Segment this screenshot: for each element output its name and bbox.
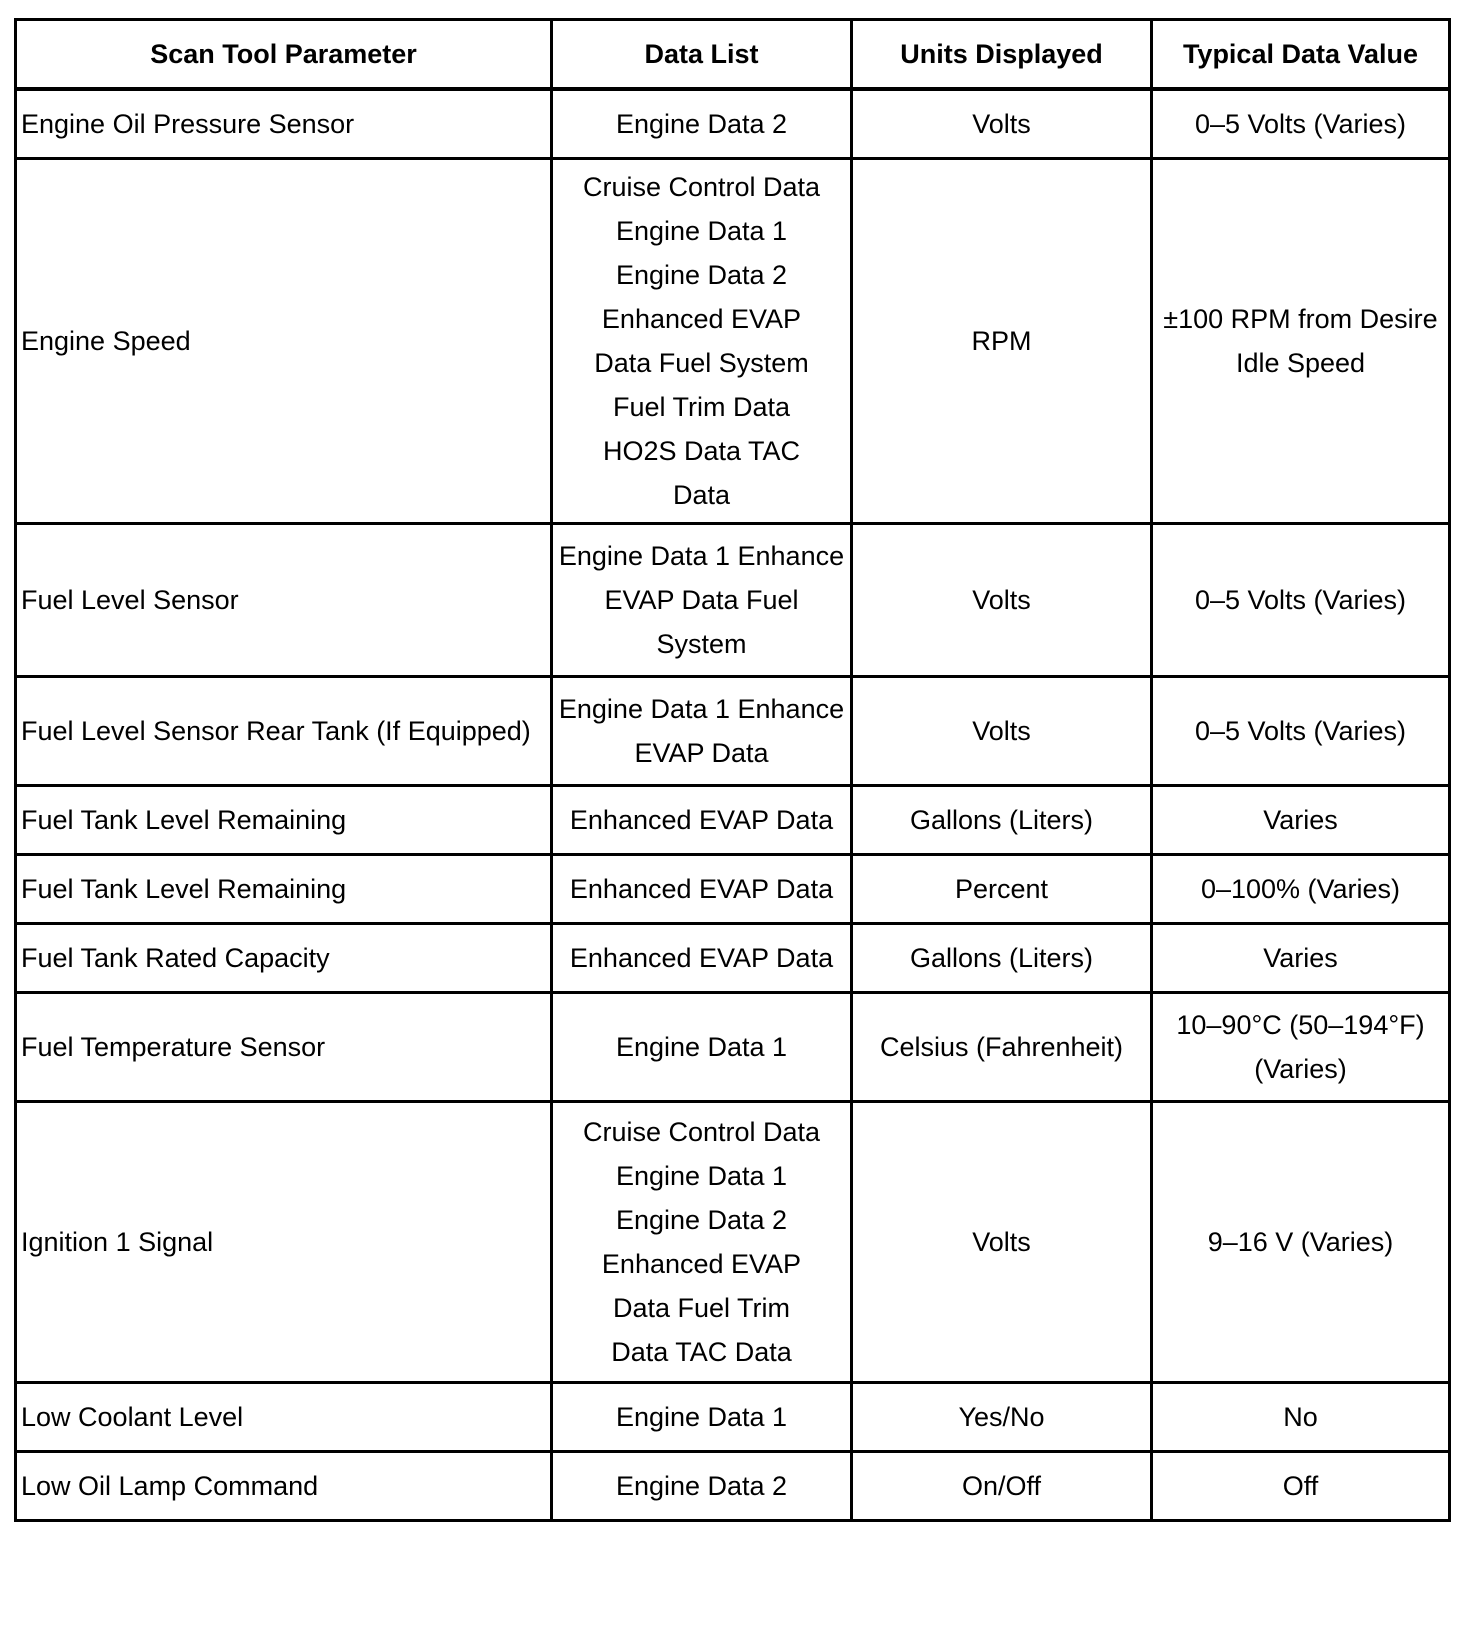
scan-tool-parameter-table: [14, 18, 1451, 1522]
table-row: [16, 524, 1450, 677]
data-list-line: HO2S Data TAC: [602, 436, 801, 466]
units-cell: Volts: [852, 677, 1152, 786]
parameter-cell: Fuel Tank Level Remaining: [16, 855, 552, 924]
parameter-cell: Fuel Level Sensor: [16, 524, 552, 677]
parameter-cell: Fuel Temperature Sensor: [16, 993, 552, 1102]
data-list-cell: [552, 924, 852, 993]
typical-value-cell: [1152, 924, 1450, 993]
units-cell: Percent: [852, 855, 1152, 924]
typical-value-line: 0–5 Volts (Varies): [1194, 585, 1407, 615]
data-list-line: Enhanced EVAP Data: [569, 805, 834, 835]
data-list-line: EVAP Data: [634, 738, 769, 768]
data-list-line: Data Fuel Trim: [612, 1293, 791, 1323]
units-cell: RPM: [852, 159, 1152, 524]
data-list-cell: [552, 1452, 852, 1521]
data-list-cell: [552, 993, 852, 1102]
units-cell: On/Off: [852, 1452, 1152, 1521]
parameter-cell: Ignition 1 Signal: [16, 1102, 552, 1383]
typical-value-cell: [1152, 1452, 1450, 1521]
units-cell: Volts: [852, 89, 1152, 159]
typical-value-cell: [1152, 855, 1450, 924]
typical-value-cell: [1152, 159, 1450, 524]
parameter-cell: Fuel Level Sensor Rear Tank (If Equipped): [16, 677, 552, 786]
data-list-line: Data: [672, 480, 731, 510]
parameter-cell: Fuel Tank Rated Capacity: [16, 924, 552, 993]
typical-value-line: Off: [1282, 1471, 1319, 1501]
parameter-cell: Engine Speed: [16, 159, 552, 524]
data-list-line: Engine Data 2: [615, 1471, 788, 1501]
parameter-cell: Fuel Tank Level Remaining: [16, 786, 552, 855]
data-list-line: Engine Data 1: [615, 216, 788, 246]
data-list-line: Engine Data 2: [615, 260, 788, 290]
typical-value-line: No: [1283, 1402, 1318, 1432]
data-list-line: Enhanced EVAP Data: [569, 874, 834, 904]
data-list-cell: [552, 855, 852, 924]
data-list-line: Engine Data 1: [615, 1161, 788, 1191]
parameter-cell: Engine Oil Pressure Sensor: [16, 89, 552, 159]
data-list-line: Engine Data 2: [615, 1205, 788, 1235]
units-cell: Volts: [852, 524, 1152, 677]
table-row: [16, 993, 1450, 1102]
typical-value-line: 9–16 V (Varies): [1207, 1227, 1394, 1257]
typical-value-cell: [1152, 677, 1450, 786]
table-row: [16, 159, 1450, 524]
data-list-line: Fuel Trim Data: [612, 392, 791, 422]
data-list-line: Enhanced EVAP: [601, 1249, 802, 1279]
units-cell: Celsius (Fahrenheit): [852, 993, 1152, 1102]
data-list-line: Cruise Control Data: [582, 172, 821, 202]
header-units-displayed: Units Displayed: [852, 20, 1152, 90]
table-row: [16, 924, 1450, 993]
typical-value-cell: [1152, 786, 1450, 855]
table-row: [16, 855, 1450, 924]
data-list-cell: [552, 159, 852, 524]
data-list-line: Engine Data 1: [615, 1032, 788, 1062]
table-row: [16, 786, 1450, 855]
data-list-cell: [552, 786, 852, 855]
table-row: [16, 89, 1450, 159]
table-header-row: [16, 20, 1450, 90]
table-row: [16, 1452, 1450, 1521]
data-list-line: Enhanced EVAP Data: [569, 943, 834, 973]
typical-value-cell: [1152, 1383, 1450, 1452]
data-list-line: Engine Data 1 Enhance: [558, 541, 845, 571]
data-list-line: Enhanced EVAP: [601, 304, 802, 334]
typical-value-line: Varies: [1263, 805, 1338, 835]
units-cell: Volts: [852, 1102, 1152, 1383]
data-list-line: Engine Data 1: [615, 1402, 788, 1432]
data-list-cell: [552, 1383, 852, 1452]
data-list-line: System: [656, 629, 747, 659]
typical-value-line: Idle Speed: [1235, 348, 1366, 378]
data-list-line: Cruise Control Data: [582, 1117, 821, 1147]
typical-value-line: 10–90°C (50–194°F): [1176, 1010, 1425, 1040]
data-list-cell: [552, 677, 852, 786]
typical-value-cell: [1152, 1102, 1450, 1383]
units-cell: Gallons (Liters): [852, 924, 1152, 993]
typical-value-line: ±100 RPM from Desire: [1163, 304, 1438, 334]
typical-value-line: 0–100% (Varies): [1200, 874, 1401, 904]
header-scan-tool-parameter: Scan Tool Parameter: [16, 20, 552, 90]
typical-value-line: 0–5 Volts (Varies): [1194, 109, 1407, 139]
data-list-line: Engine Data 2: [615, 109, 788, 139]
typical-value-cell: [1152, 89, 1450, 159]
typical-value-cell: [1152, 524, 1450, 677]
data-list-line: Data Fuel System: [594, 348, 809, 378]
units-cell: Yes/No: [852, 1383, 1152, 1452]
typical-value-cell: [1152, 993, 1450, 1102]
data-list-cell: [552, 89, 852, 159]
parameter-cell: Low Oil Lamp Command: [16, 1452, 552, 1521]
parameter-cell: Low Coolant Level: [16, 1383, 552, 1452]
data-list-cell: [552, 1102, 852, 1383]
data-list-line: EVAP Data Fuel: [604, 585, 799, 615]
header-data-list: Data List: [552, 20, 852, 90]
typical-value-line: (Varies): [1254, 1054, 1347, 1084]
data-list-cell: [552, 524, 852, 677]
header-typical-data-value: Typical Data Value: [1152, 20, 1450, 90]
typical-value-line: 0–5 Volts (Varies): [1194, 716, 1407, 746]
table-row: [16, 677, 1450, 786]
data-list-line: Data TAC Data: [611, 1337, 792, 1367]
units-cell: Gallons (Liters): [852, 786, 1152, 855]
typical-value-line: Varies: [1263, 943, 1338, 973]
table-row: [16, 1102, 1450, 1383]
table-row: [16, 1383, 1450, 1452]
data-list-line: Engine Data 1 Enhance: [558, 694, 845, 724]
